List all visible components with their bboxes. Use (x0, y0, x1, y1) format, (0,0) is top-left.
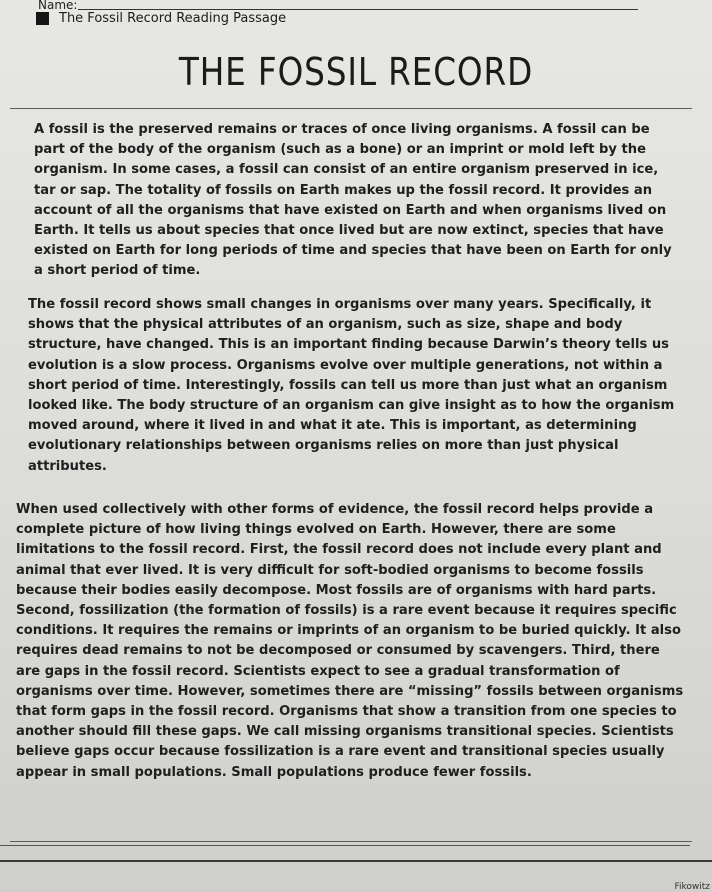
paragraph-3: When used collectively with other forms of evidence, the fossil record helps provide a complete picture of how living things evolved on Earth. However, there are some limitations to the fossil record. First, the fossil record does not include every plant and animal that ever lived. It is very difficult for soft-bodied organisms to become fossils because their bodies easily decompose. Most fossils are of organisms with hard parts. Second, fossilization (the formation of fossils) is a rare event because it requires specific conditions. It requires the remains or imprints of an organism to be buried quickly. It also requires dead remains to not be decomposed or consumed by scavengers. Third, there are gaps in the fossil record. Scientists expect to see a gradual transformation of organisms over time. However, sometimes there are “missing” fossils between organisms that form gaps in the fossil record. Organisms that show a transition from one species to another should fill these gaps. We call missing organisms transitional species. Scientists believe gaps occur because fossilization is a rare event and transitional species usually appear in small populations. Small populations produce fewer fossils. (16, 502, 684, 780)
page-title: THE FOSSIL RECORD (178, 50, 534, 94)
bottom-border (0, 860, 712, 862)
worksheet-title: The Fossil Record Reading Passage (59, 10, 287, 26)
paragraph-1: A fossil is the preserved remains or traces of once living organisms. A fossil can be part of the body of the organism (such as a bone) or an imprint or mold left by the organism. In some cases, a fossil can consist of an entire organism preserved in ice, tar or sap. The totality of fossils on Earth makes up the fossil record. It provides an account of all the organisms that have existed on Earth and when organisms lived on Earth. It tells us about species that once lived but are now extinct, species that have existed on Earth for long periods of time and species that have been on Earth for only a short period of time. (34, 122, 672, 279)
name-label: Name: (38, 0, 78, 12)
square-bullet-icon (36, 12, 49, 25)
credit-text: Fikowitz (674, 882, 710, 892)
worksheet-header (36, 9, 286, 27)
paragraph-2: The fossil record shows small changes in organisms over many years. Specifically, it shows that the physical attributes of an organism, such as size, shape and body structure, have changed. This is an important finding because Darwin’s theory tells us evolution is a slow process. Organisms evolve over multiple generations, not within a short period of time. Interestingly, fossils can tell us more than just what an organism looked like. The body structure of an organism can give insight as to how the organism moved around, where it lived in and what it ate. This is important, as determining evolutionary relationships between organisms relies on more than just physical attributes. (28, 297, 675, 474)
bottom-rule (0, 845, 690, 846)
